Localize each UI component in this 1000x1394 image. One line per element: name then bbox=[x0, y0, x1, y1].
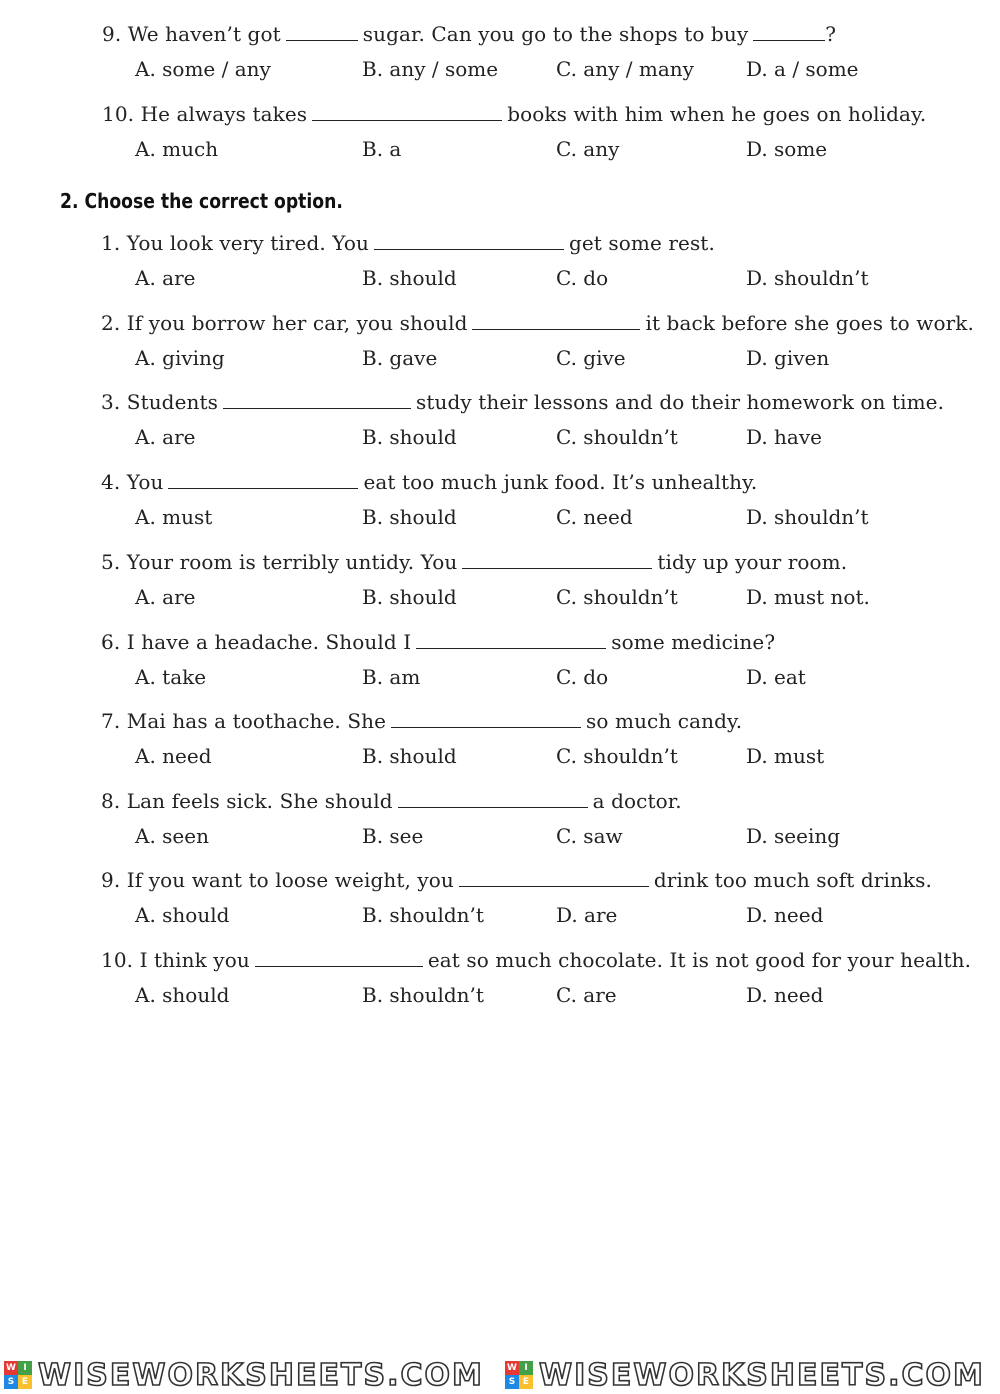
question-stem bbox=[101, 789, 682, 813]
option-d[interactable]: D. have bbox=[746, 425, 822, 449]
question-stem bbox=[101, 311, 974, 335]
stem-text: ? bbox=[825, 22, 837, 46]
stem-text: it back before she goes to work. bbox=[645, 311, 974, 335]
option-d[interactable]: D. given bbox=[746, 346, 830, 370]
question-stem bbox=[101, 470, 757, 494]
question-stem bbox=[101, 550, 847, 574]
question-stem bbox=[101, 948, 971, 972]
stem-text: You look very tired. You bbox=[126, 231, 369, 255]
question-number: 8. bbox=[101, 789, 121, 813]
answer-blank[interactable] bbox=[462, 550, 652, 569]
question-stem bbox=[101, 231, 715, 255]
stem-text: get some rest. bbox=[568, 231, 715, 255]
stem-text: You bbox=[126, 470, 164, 494]
option-a[interactable]: A. giving bbox=[135, 346, 225, 370]
option-a[interactable]: A. take bbox=[135, 665, 207, 689]
question-number: 9. bbox=[102, 22, 122, 46]
option-a[interactable]: A. are bbox=[135, 266, 196, 290]
stem-text: sugar. Can you go to the shops to buy bbox=[362, 22, 749, 46]
option-d[interactable]: D. seeing bbox=[746, 824, 841, 848]
option-b[interactable]: B. any / some bbox=[362, 57, 499, 81]
question-stem bbox=[102, 102, 926, 126]
stem-text: eat too much junk food. It’s unhealthy. bbox=[363, 470, 758, 494]
question-number: 4. bbox=[101, 470, 121, 494]
logo-letter: W bbox=[4, 1361, 18, 1375]
question-number: 9. bbox=[101, 868, 121, 892]
question-number: 5. bbox=[101, 550, 121, 574]
stem-text: Mai has a toothache. She bbox=[126, 709, 387, 733]
brand-logo-icon bbox=[4, 1361, 32, 1389]
stem-text: He always takes bbox=[140, 102, 308, 126]
option-d[interactable]: D. need bbox=[746, 983, 824, 1007]
option-c[interactable]: C. any / many bbox=[556, 57, 694, 81]
stem-text: Lan feels sick. She should bbox=[126, 789, 393, 813]
question-number: 3. bbox=[101, 390, 121, 414]
option-c[interactable]: C. need bbox=[556, 505, 633, 529]
option-d[interactable]: D. shouldn’t bbox=[746, 266, 869, 290]
option-d[interactable]: D. need bbox=[746, 903, 824, 927]
stem-text: If you borrow her car, you should bbox=[126, 311, 468, 335]
question-number: 10. bbox=[102, 102, 135, 126]
option-b[interactable]: B. should bbox=[362, 266, 457, 290]
watermark-text: WISEWORKSHEETS.COM bbox=[539, 1357, 985, 1393]
option-c[interactable]: C. shouldn’t bbox=[556, 425, 678, 449]
answer-blank[interactable] bbox=[286, 22, 358, 41]
question-number: 7. bbox=[101, 709, 121, 733]
watermark bbox=[505, 1357, 985, 1393]
answer-blank[interactable] bbox=[168, 470, 358, 489]
stem-text: a doctor. bbox=[592, 789, 682, 813]
answer-blank[interactable] bbox=[416, 630, 606, 649]
question-number: 1. bbox=[101, 231, 121, 255]
option-a[interactable]: A. are bbox=[135, 585, 196, 609]
stem-text: books with him when he goes on holiday. bbox=[507, 102, 927, 126]
option-a[interactable]: A. are bbox=[135, 425, 196, 449]
question-number: 10. bbox=[101, 948, 134, 972]
stem-text: Students bbox=[126, 390, 219, 414]
option-b[interactable]: B. gave bbox=[362, 346, 438, 370]
answer-blank[interactable] bbox=[374, 231, 564, 250]
answer-blank[interactable] bbox=[398, 789, 588, 808]
brand-logo-icon bbox=[505, 1361, 533, 1389]
option-c[interactable]: C. are bbox=[556, 983, 617, 1007]
option-b[interactable]: B. should bbox=[362, 585, 457, 609]
option-b[interactable]: B. should bbox=[362, 425, 457, 449]
answer-blank[interactable] bbox=[223, 390, 411, 409]
option-a[interactable]: A. much bbox=[135, 137, 219, 161]
stem-text: We haven’t got bbox=[127, 22, 281, 46]
option-c[interactable]: D. are bbox=[556, 903, 618, 927]
question-stem bbox=[101, 709, 742, 733]
question-stem bbox=[101, 390, 944, 414]
option-a[interactable]: A. must bbox=[135, 505, 213, 529]
option-d[interactable]: D. shouldn’t bbox=[746, 505, 869, 529]
stem-text: so much candy. bbox=[586, 709, 743, 733]
logo-letter: I bbox=[519, 1361, 533, 1375]
logo-letter: E bbox=[18, 1375, 32, 1389]
option-d[interactable]: D. some bbox=[746, 137, 828, 161]
stem-text: tidy up your room. bbox=[657, 550, 848, 574]
logo-letter: W bbox=[505, 1361, 519, 1375]
answer-blank[interactable] bbox=[391, 709, 581, 728]
option-b[interactable]: B. shouldn’t bbox=[362, 903, 484, 927]
logo-letter: S bbox=[4, 1375, 18, 1389]
question-stem bbox=[102, 22, 836, 46]
stem-text: drink too much soft drinks. bbox=[653, 868, 932, 892]
option-a[interactable]: A. should bbox=[135, 903, 230, 927]
answer-blank[interactable] bbox=[472, 311, 640, 330]
question-stem bbox=[101, 868, 932, 892]
option-c[interactable]: C. saw bbox=[556, 824, 623, 848]
question-stem bbox=[101, 630, 775, 654]
option-b[interactable]: B. am bbox=[362, 665, 421, 689]
option-c[interactable]: C. give bbox=[556, 346, 626, 370]
stem-text: study their lessons and do their homework on time. bbox=[416, 390, 945, 414]
option-d[interactable]: D. eat bbox=[746, 665, 806, 689]
answer-blank[interactable] bbox=[459, 868, 649, 887]
section-heading: 2. Choose the correct option. bbox=[60, 189, 343, 213]
logo-letter: S bbox=[505, 1375, 519, 1389]
stem-text: I think you bbox=[139, 948, 250, 972]
question-number: 2. bbox=[101, 311, 121, 335]
option-c[interactable]: C. shouldn’t bbox=[556, 585, 678, 609]
option-b[interactable]: B. should bbox=[362, 505, 457, 529]
option-c[interactable]: C. shouldn’t bbox=[556, 744, 678, 768]
option-b[interactable]: B. should bbox=[362, 744, 457, 768]
logo-letter: E bbox=[519, 1375, 533, 1389]
option-c[interactable]: C. any bbox=[556, 137, 620, 161]
option-b[interactable]: B. shouldn’t bbox=[362, 983, 484, 1007]
option-a[interactable]: A. some / any bbox=[135, 57, 271, 81]
answer-blank[interactable] bbox=[312, 102, 502, 121]
option-d[interactable]: D. must bbox=[746, 744, 825, 768]
watermark bbox=[4, 1357, 484, 1393]
option-d[interactable]: D. must not. bbox=[746, 585, 870, 609]
stem-text: If you want to loose weight, you bbox=[126, 868, 454, 892]
option-d[interactable]: D. a / some bbox=[746, 57, 859, 81]
option-c[interactable]: C. do bbox=[556, 266, 609, 290]
question-number: 6. bbox=[101, 630, 121, 654]
stem-text: eat so much chocolate. It is not good for your health. bbox=[427, 948, 972, 972]
stem-text: Your room is terribly untidy. You bbox=[126, 550, 458, 574]
answer-blank[interactable] bbox=[255, 948, 423, 967]
stem-text: some medicine? bbox=[611, 630, 776, 654]
answer-blank[interactable] bbox=[753, 22, 825, 41]
logo-letter: I bbox=[18, 1361, 32, 1375]
option-c[interactable]: C. do bbox=[556, 665, 609, 689]
option-b[interactable]: B. see bbox=[362, 824, 424, 848]
stem-text: I have a headache. Should I bbox=[126, 630, 412, 654]
option-b[interactable]: B. a bbox=[362, 137, 402, 161]
option-a[interactable]: A. should bbox=[135, 983, 230, 1007]
option-a[interactable]: A. need bbox=[135, 744, 212, 768]
watermark-text: WISEWORKSHEETS.COM bbox=[38, 1357, 484, 1393]
option-a[interactable]: A. seen bbox=[135, 824, 209, 848]
